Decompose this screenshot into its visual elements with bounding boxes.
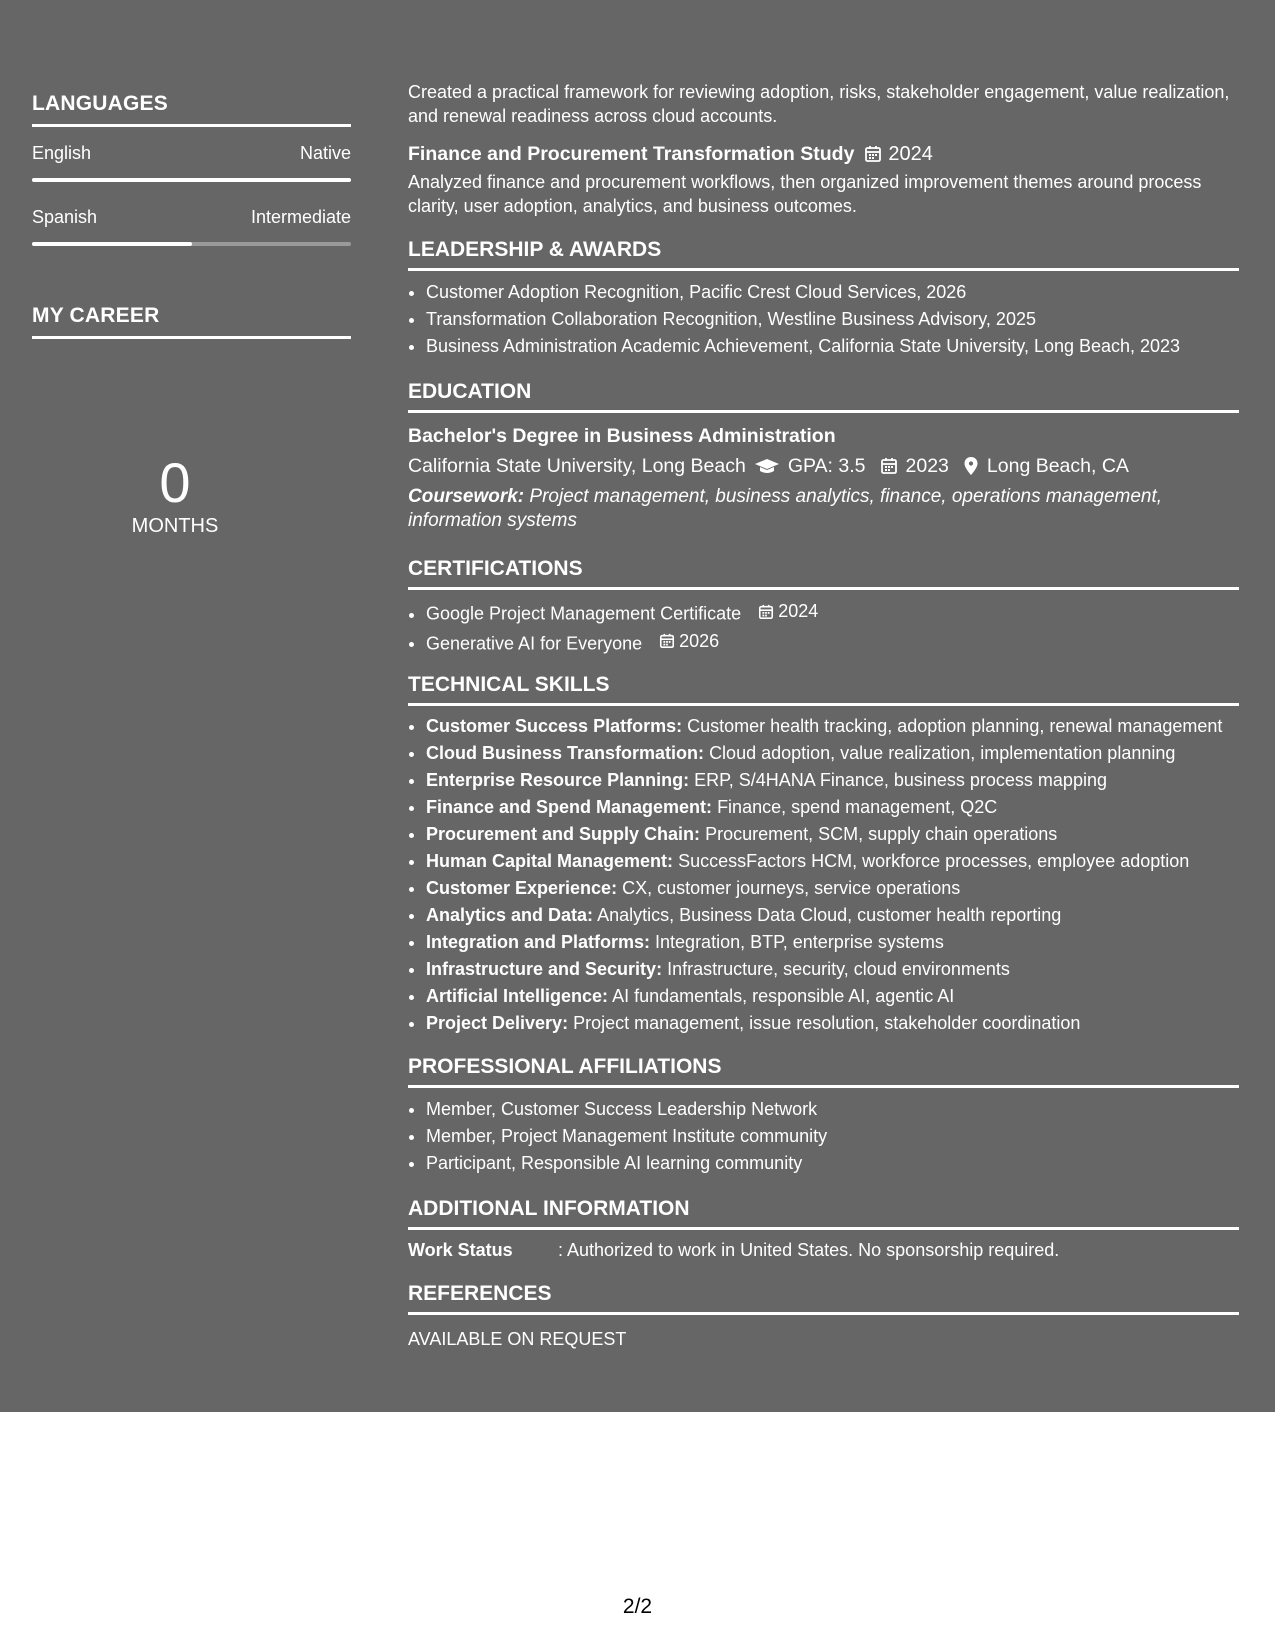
- certifications-list: [408, 598, 1239, 657]
- skill-text: Infrastructure, security, cloud environments: [667, 959, 1010, 979]
- career-unit: MONTHS: [131, 515, 219, 537]
- project-year: 2024: [888, 143, 933, 165]
- calendar-icon: [659, 633, 675, 649]
- list-item: • Member, Project Management Institute community: [426, 1123, 1239, 1150]
- degree-title: Bachelor's Degree in Business Administration: [408, 425, 836, 447]
- skill-text: SuccessFactors HCM, workforce processes, employee adoption: [678, 851, 1190, 871]
- skill-label: Finance and Spend Management:: [426, 797, 713, 817]
- skill-text: Project management, issue resolution, stakeholder coordination: [573, 1013, 1081, 1033]
- skill-item: [426, 984, 1239, 1008]
- skill-text: Finance, spend management, Q2C: [717, 797, 998, 817]
- project-date: [864, 142, 933, 166]
- affiliations-heading: PROFESSIONAL AFFILIATIONS: [408, 1053, 1239, 1088]
- coursework-text: Project management, business analytics, finance, operations management, information systems: [408, 486, 1163, 531]
- skill-label: Human Capital Management:: [426, 851, 674, 871]
- page-number: 2/2: [622, 1595, 653, 1618]
- skill-item: [426, 741, 1239, 765]
- leadership-heading: LEADERSHIP & AWARDS: [408, 236, 1239, 271]
- skill-label: Artificial Intelligence:: [426, 986, 609, 1006]
- list-item: • Member, Customer Success Leadership Network: [426, 1096, 1239, 1123]
- language-proficiency-bar: [32, 242, 351, 246]
- language-item: [32, 143, 351, 182]
- project-description: Analyzed finance and procurement workflows, then organized improvement themes around process clarity, user adoption, analytics, and business outcomes.: [408, 172, 1202, 216]
- main-content: [408, 80, 1239, 1351]
- calendar-icon: [880, 457, 898, 475]
- skill-item: [426, 822, 1239, 846]
- skill-item: [426, 795, 1239, 819]
- skill-label: Enterprise Resource Planning:: [426, 770, 690, 790]
- list-item: • Participant, Responsible AI learning community: [426, 1150, 1239, 1177]
- affiliations-list: [408, 1096, 1239, 1177]
- calendar-icon: [864, 145, 882, 163]
- certifications-heading: CERTIFICATIONS: [408, 555, 1239, 590]
- certification-date: [758, 598, 818, 625]
- skill-label: Cloud Business Transformation:: [426, 743, 705, 763]
- language-level: Native: [299, 143, 351, 163]
- language-proficiency-fill: [32, 242, 192, 246]
- certification-name: Google Project Management Certificate: [426, 603, 742, 624]
- references-text: AVAILABLE ON REQUEST: [408, 1329, 627, 1349]
- list-item: • Transformation Collaboration Recognition, Westline Business Advisory, 2025: [426, 306, 1239, 333]
- language-proficiency-fill: [32, 178, 351, 182]
- career-section: [32, 304, 351, 538]
- languages-heading: LANGUAGES: [32, 92, 351, 127]
- list-item: • Business Administration Academic Achievement, California State University, Long Beach, 2023: [426, 333, 1239, 360]
- skills-list: [408, 714, 1239, 1035]
- certification-name: Generative AI for Everyone: [426, 633, 643, 653]
- project-title: Finance and Procurement Transformation Study: [408, 143, 855, 165]
- work-status-label: Work Status: [408, 1240, 513, 1260]
- skill-text: Integration, BTP, enterprise systems: [655, 932, 944, 952]
- skill-label: Infrastructure and Security:: [426, 959, 663, 979]
- school-location: Long Beach, CA: [986, 455, 1129, 477]
- work-status-value: : Authorized to work in United States. No sponsorship required.: [558, 1240, 1060, 1260]
- list-item: • Customer Adoption Recognition, Pacific Crest Cloud Services, 2026: [426, 279, 1239, 306]
- skills-heading: TECHNICAL SKILLS: [408, 671, 1239, 706]
- calendar-icon: [758, 604, 774, 620]
- career-duration: [32, 451, 318, 538]
- language-item: [32, 207, 351, 246]
- skill-text: CX, customer journeys, service operations: [622, 878, 961, 898]
- language-name: English: [32, 143, 92, 163]
- skill-text: AI fundamentals, responsible AI, agentic AI: [612, 986, 955, 1006]
- gpa: GPA: 3.5: [787, 455, 866, 477]
- skill-label: Customer Experience:: [426, 878, 618, 898]
- skill-text: Procurement, SCM, supply chain operations: [705, 824, 1058, 844]
- skill-label: Project Delivery:: [426, 1013, 569, 1033]
- skill-label: Customer Success Platforms:: [426, 716, 683, 736]
- skill-item: [426, 768, 1239, 792]
- career-heading: MY CAREER: [32, 304, 351, 339]
- references-heading: REFERENCES: [408, 1280, 1239, 1315]
- location-pin-icon: [963, 456, 979, 476]
- list-item: [426, 628, 1239, 658]
- coursework-label: Coursework:: [408, 486, 525, 507]
- coursework: [408, 485, 1239, 533]
- graduation-year: 2023: [905, 455, 949, 477]
- skill-text: ERP, S/4HANA Finance, business process mapping: [694, 770, 1107, 790]
- skill-label: Procurement and Supply Chain:: [426, 824, 701, 844]
- project-title-row: [408, 142, 1239, 166]
- skill-item: [426, 1011, 1239, 1035]
- school-name: California State University, Long Beach: [408, 455, 746, 477]
- project-intro-text: Created a practical framework for reviewing adoption, risks, stakeholder engagement, value realization, and renewal readiness across cloud accounts.: [408, 82, 1230, 126]
- languages-list: [32, 143, 351, 246]
- skill-text: Analytics, Business Data Cloud, customer health reporting: [597, 905, 1062, 925]
- education-details: [408, 453, 1239, 479]
- skill-item: [426, 903, 1239, 927]
- language-proficiency-bar: [32, 178, 351, 182]
- skill-item: [426, 876, 1239, 900]
- certification-year: 2024: [778, 601, 819, 621]
- sidebar: [32, 92, 351, 538]
- skill-item: [426, 957, 1239, 981]
- skill-item: [426, 930, 1239, 954]
- leadership-list: [408, 279, 1239, 360]
- skill-item: [426, 849, 1239, 873]
- skill-label: Analytics and Data:: [426, 905, 594, 925]
- graduation-cap-icon: [754, 457, 780, 475]
- skill-text: Customer health tracking, adoption planning, renewal management: [687, 716, 1223, 736]
- skill-item: [426, 714, 1239, 738]
- additional-info-heading: ADDITIONAL INFORMATION: [408, 1195, 1239, 1230]
- language-name: Spanish: [32, 207, 98, 227]
- certification-date: [659, 628, 719, 655]
- certification-year: 2026: [679, 630, 720, 651]
- work-status-row: [408, 1238, 1239, 1262]
- list-item: [426, 598, 1239, 628]
- skill-text: Cloud adoption, value realization, implementation planning: [709, 743, 1176, 763]
- language-level: Intermediate: [250, 207, 351, 227]
- skill-label: Integration and Platforms:: [426, 932, 651, 952]
- career-value: 0: [159, 451, 191, 514]
- education-heading: EDUCATION: [408, 378, 1239, 413]
